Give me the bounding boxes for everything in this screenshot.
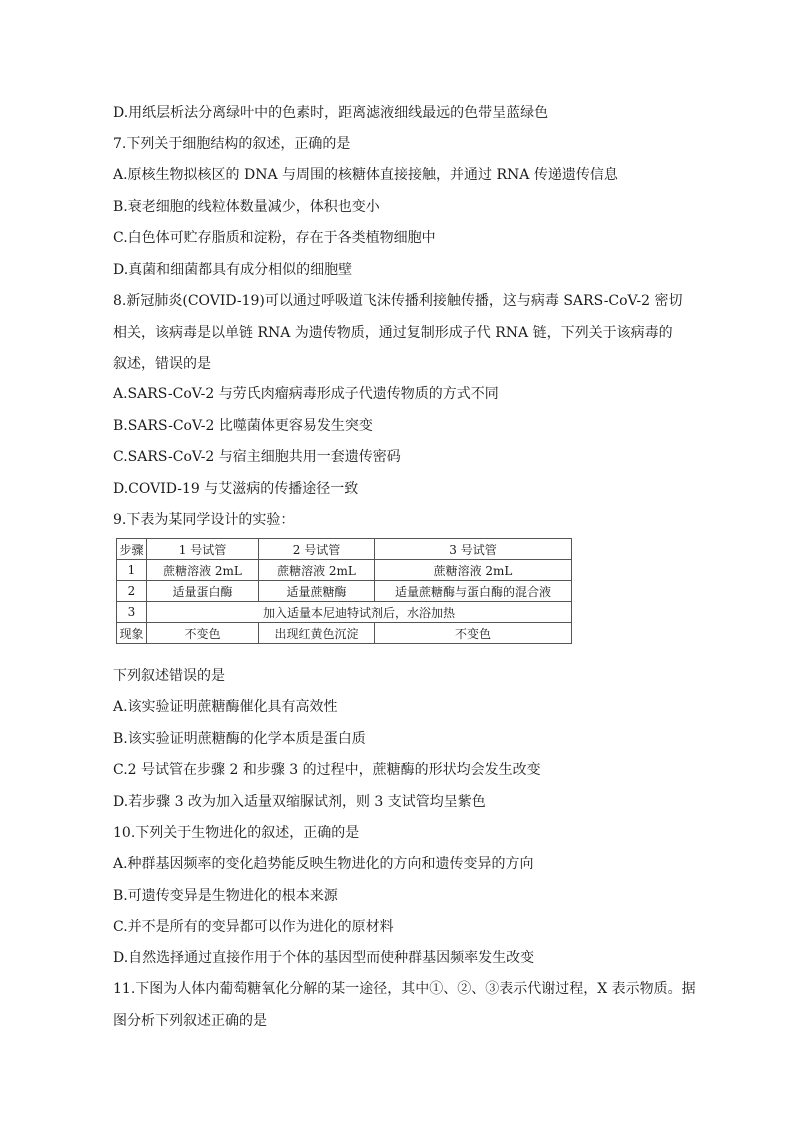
q10-option-d: D.自然选择通过直接作用于个体的基因型而使种群基因频率发生改变 [113, 950, 535, 966]
q10-stem: 10.下列关于生物进化的叙述，正确的是 [113, 825, 360, 841]
q8-stem: 8.新冠肺炎(COVID-19)可以通过呼吸道飞沫传播利接触传播，这与病毒 SARS-CoV-2 密切相关，该病毒是以单链 RNA 为遗传物质，通过复制形成子代 RNA 链，下列关于该病毒的叙述，错误的是 [113, 293, 683, 372]
table-row [117, 581, 572, 602]
table-cell: 1 号试管 [147, 539, 259, 560]
q7-option-d: D.真菌和细菌都具有成分相似的细胞壁 [113, 262, 353, 278]
q9-sub-stem: 下列叙述错误的是 [113, 668, 225, 684]
table-row [117, 623, 572, 644]
q10-option-c: C.并不是所有的变异都可以作为进化的原材料 [113, 919, 394, 935]
q9-option-a: A.该实验证明蔗糖酶催化具有高效性 [113, 699, 338, 715]
table-cell: 不变色 [375, 623, 572, 644]
table-cell: 蔗糖溶液 2mL [375, 560, 572, 581]
q8-option-c: C.SARS-CoV-2 与宿主细胞共用一套遗传密码 [113, 449, 401, 465]
q9-option-b: B.该实验证明蔗糖酶的化学本质是蛋白质 [113, 731, 366, 747]
table-cell: 1 [117, 560, 147, 581]
table-cell: 适量蔗糖酶 [259, 581, 375, 602]
table-cell: 不变色 [147, 623, 259, 644]
table-cell: 适量蛋白酶 [147, 581, 259, 602]
q9-option-c: C.2 号试管在步骤 2 和步骤 3 的过程中，蔗糖酶的形状均会发生改变 [113, 762, 541, 778]
table-cell: 加入适量本尼迪特试剂后，水浴加热 [147, 602, 572, 623]
experiment-table [116, 538, 572, 644]
q7-option-b: B.衰老细胞的线粒体数量减少，体积也变小 [113, 199, 380, 215]
table-cell: 出现红黄色沉淀 [259, 623, 375, 644]
q8-option-a: A.SARS-CoV-2 与劳氏肉瘤病毒形成子代遗传物质的方式不同 [113, 386, 499, 402]
q9-stem: 9.下表为某同学设计的实验： [113, 512, 295, 528]
q7-option-c: C.白色体可贮存脂质和淀粉，存在于各类植物细胞中 [113, 230, 436, 246]
table-cell: 现象 [117, 623, 147, 644]
table-row [117, 560, 572, 581]
table-cell: 2 号试管 [259, 539, 375, 560]
q6-option-d: D.用纸层析法分离绿叶中的色素时，距离滤液细线最远的色带呈蓝绿色 [113, 105, 549, 121]
table-cell: 适量蔗糖酶与蛋白酶的混合液 [375, 581, 572, 602]
table-cell: 3 号试管 [375, 539, 572, 560]
q7-option-a: A.原核生物拟核区的 DNA 与周围的核糖体直接接触，并通过 RNA 传递遗传信息 [113, 167, 618, 183]
table-cell: 步骤 [117, 539, 147, 560]
table-cell: 2 [117, 581, 147, 602]
table-row [117, 602, 572, 623]
q8-option-d: D.COVID-19 与艾滋病的传播途径一致 [113, 481, 359, 497]
q10-option-a: A.种群基因频率的变化趋势能反映生物进化的方向和遗传变异的方向 [113, 856, 534, 872]
q8-option-b: B.SARS-CoV-2 比噬菌体更容易发生突变 [113, 418, 373, 434]
table-cell: 蔗糖溶液 2mL [147, 560, 259, 581]
table-cell: 蔗糖溶液 2mL [259, 560, 375, 581]
q7-stem: 7.下列关于细胞结构的叙述，正确的是 [113, 136, 351, 152]
table-header-row [117, 539, 572, 560]
q11-stem: 11.下图为人体内葡萄糖氧化分解的某一途径，其中①、②、③表示代谢过程，X 表示物质。据图分析下列叙述正确的是 [113, 981, 696, 1029]
table-cell: 3 [117, 602, 147, 623]
q10-option-b: B.可遗传变异是生物进化的根本来源 [113, 888, 338, 904]
q9-option-d: D.若步骤 3 改为加入适量双缩脲试剂，则 3 支试管均呈紫色 [113, 794, 486, 810]
